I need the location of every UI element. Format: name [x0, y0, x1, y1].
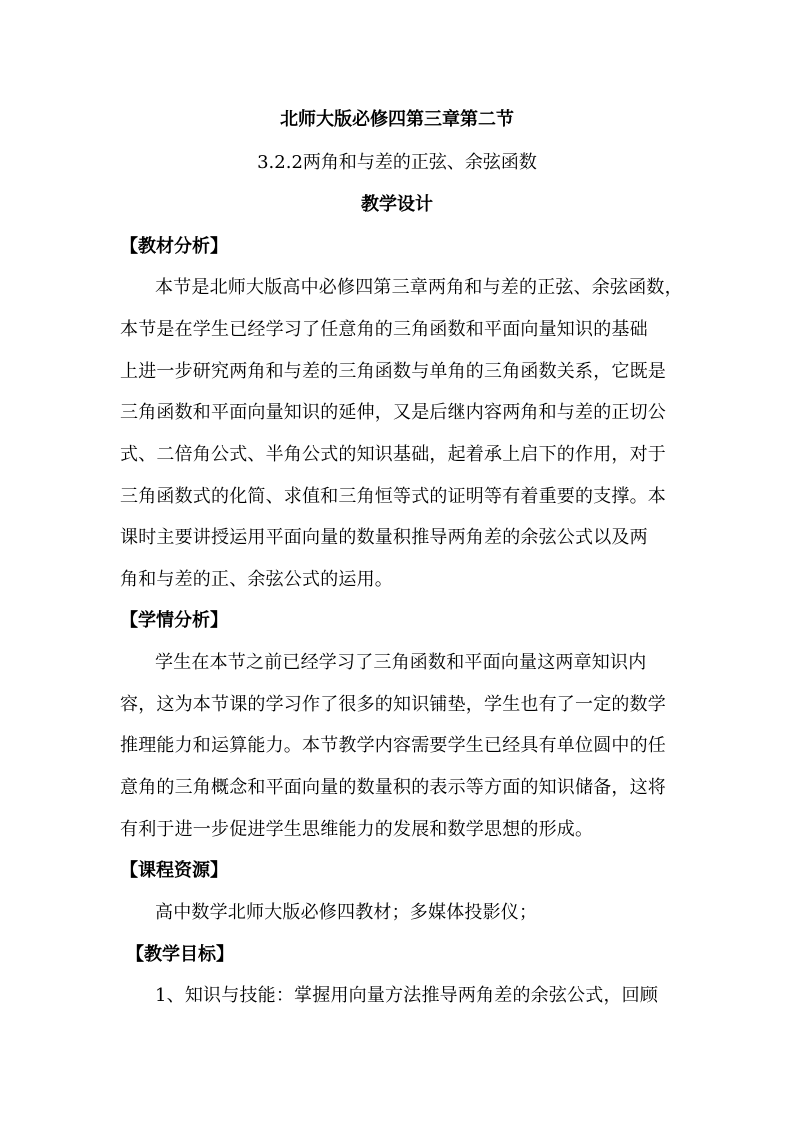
- document-title: 北师大版必修四第三章第二节: [280, 109, 514, 130]
- lesson-title: 3.2.2两角和与差的正弦、余弦函数: [257, 152, 537, 173]
- paragraph-line: 1、知识与技能：掌握用向量方法推导两角差的余弦公式，回顾: [155, 985, 659, 1006]
- paragraph-line: 本节是在学生已经学习了任意角的三角函数和平面向量知识的基础: [120, 319, 648, 340]
- paragraph-line: 课时主要讲授运用平面向量的数量积推导两角差的余弦公式以及两: [120, 527, 648, 548]
- paragraph-line: 高中数学北师大版必修四教材；多媒体投影仪；: [155, 902, 538, 923]
- paragraph-line: 推理能力和运算能力。本节教学内容需要学生已经具有单位圆中的任: [120, 735, 666, 756]
- paragraph-line: 本节是北师大版高中必修四第三章两角和与差的正弦、余弦函数，: [155, 277, 683, 298]
- heading-teaching-goals: 【教学目标】: [126, 944, 234, 965]
- heading-student-analysis: 【学情分析】: [120, 610, 228, 631]
- design-title: 教学设计: [361, 194, 433, 215]
- paragraph-line: 式、二倍角公式、半角公式的知识基础，起着承上启下的作用，对于: [120, 444, 666, 465]
- heading-course-resources: 【课程资源】: [120, 860, 228, 881]
- paragraph-line: 容，这为本节课的学习作了很多的知识铺垫，学生也有了一定的数学: [120, 694, 666, 715]
- paragraph-line: 角和与差的正、余弦公式的运用。: [120, 569, 393, 590]
- paragraph-line: 意角的三角概念和平面向量的数量积的表示等方面的知识储备，这将: [120, 777, 666, 798]
- paragraph-line: 有利于进一步促进学生思维能力的发展和数学思想的形成。: [120, 819, 594, 840]
- paragraph-line: 学生在本节之前已经学习了三角函数和平面向量这两章知识内: [155, 652, 647, 673]
- paragraph-line: 三角函数式的化简、求值和三角恒等式的证明等有着重要的支撑。本: [120, 486, 666, 507]
- heading-textbook-analysis: 【教材分析】: [120, 236, 228, 257]
- paragraph-line: 三角函数和平面向量知识的延伸，又是后继内容两角和与差的正切公: [120, 402, 666, 423]
- paragraph-line: 上进一步研究两角和与差的三角函数与单角的三角函数关系，它既是: [120, 361, 666, 382]
